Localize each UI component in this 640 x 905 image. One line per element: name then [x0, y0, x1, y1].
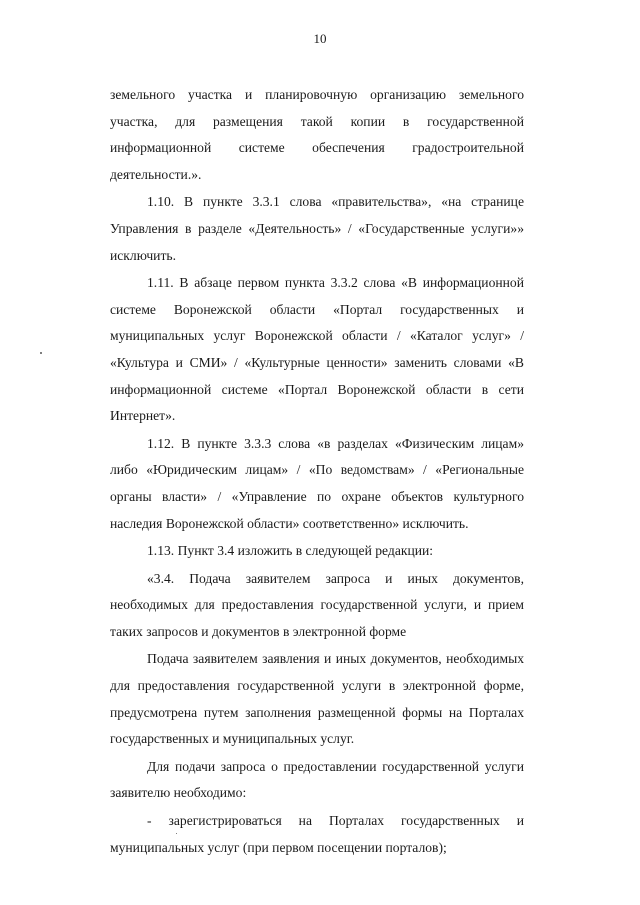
scan-speck	[40, 352, 42, 354]
paragraph-submission: Подача заявителем заявления и иных документов, необходимых для предоставления государственной услуги в электронной форме, предусмотрена путем заполнения размещенной формы на Порталах государственных и муниципальных услуг.	[110, 651, 524, 747]
paragraph-requirements: Для подачи запроса о предоставлении государственной услуги заявителю необходимо:	[110, 758, 524, 801]
page-number: 10	[313, 31, 327, 46]
scan-speck	[176, 833, 177, 834]
paragraph-3-4-heading: «3.4. Подача заявителем запроса и иных документов, необходимых для предоставления государственной услуги, и прием таких запросов и документов в электронной форме	[110, 570, 524, 639]
paragraph-register: - зарегистрироваться на Порталах государственных и муниципальных услуг (при первом посещении порталов);	[110, 813, 524, 855]
paragraph-1-13: 1.13. Пункт 3.4 изложить в следующей редакции:	[147, 543, 434, 559]
document-body	[110, 82, 524, 861]
paragraph-1-12: 1.12. В пункте 3.3.3 слова «в разделах «Физическим лицам» либо «Юридическим лицам» / «По ведомствам» / «Региональные органы власти» / «Управление по охране объектов культурного наследия Воронежской области» соответственно» исключить.	[110, 435, 524, 531]
paragraph-1-10: 1.10. В пункте 3.3.1 слова «правительства», «на странице Управления в разделе «Деятельность» / «Государственные услуги»» исключить.	[110, 194, 524, 263]
paragraph-1-11: 1.11. В абзаце первом пункта 3.3.2 слова «В информационной системе Воронежской области «Портал государственных и муниципальных услуг Воронежской области / «Каталог услуг» / «Культура и СМИ» / «Культурные ценности» заменить словами «В информационной системе «Портал Воронежской области в сети Интернет».	[110, 275, 524, 424]
paragraph-continuation: земельного участка и планировочную организацию земельного участка, для размещения такой копии в государственной информационной системе обеспечения градостроительной деятельности.».	[110, 87, 524, 182]
